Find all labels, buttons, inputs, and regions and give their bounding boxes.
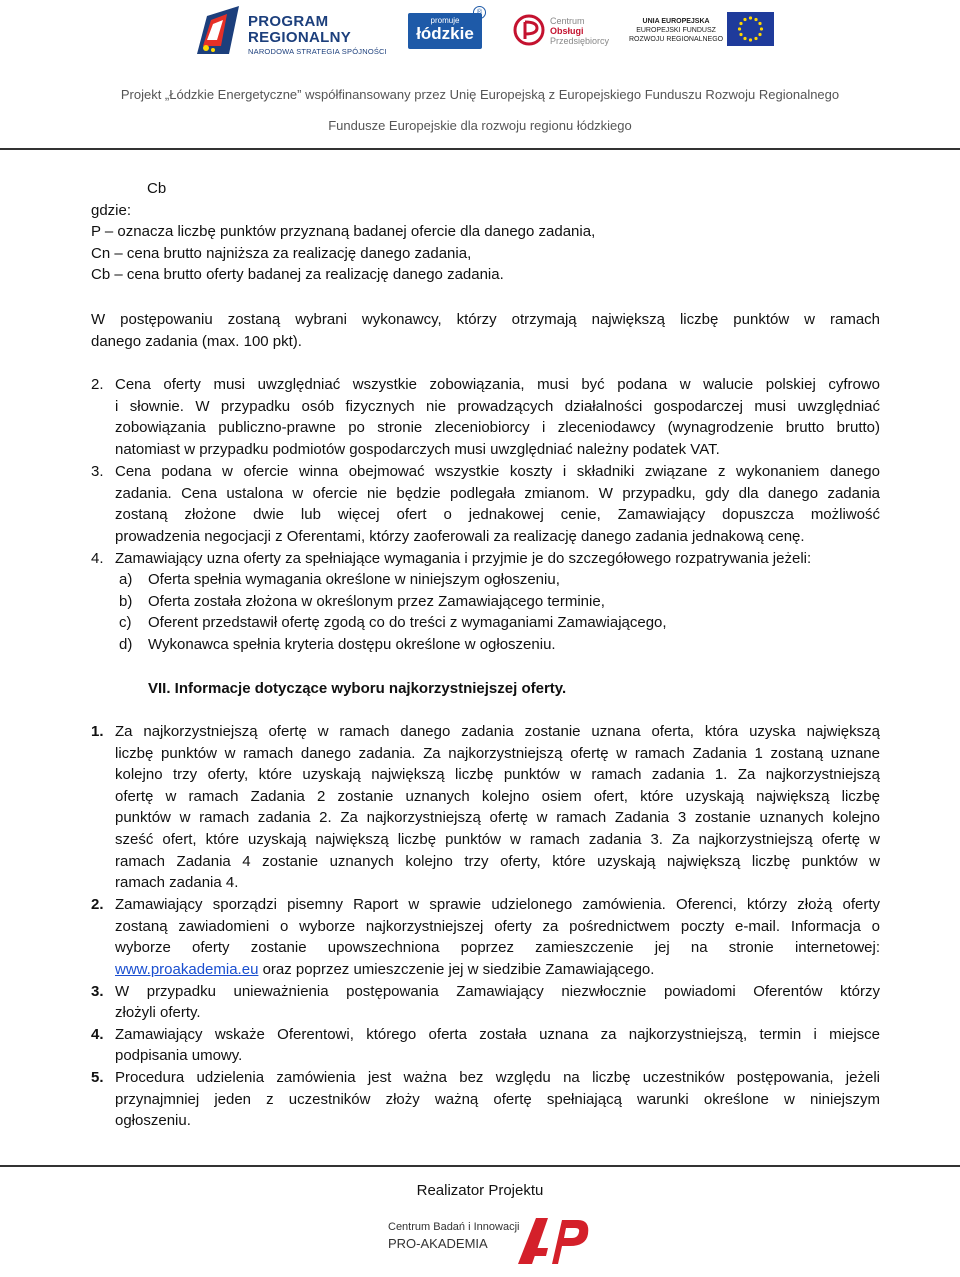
formula-denominator: Cb [147, 180, 167, 197]
lodzkie-main: łódzkie [416, 24, 474, 43]
sub-b-marker: b) [119, 593, 133, 610]
s5-number: 5. [91, 1069, 104, 1086]
s5-line2: przynajmniej jeden z uczestników złoży ważną ofertę spełniającą warunki określone w niniejszym [115, 1091, 880, 1108]
registered-mark-icon: ® [473, 6, 486, 19]
definition-cb: Cb – cena brutto oferty badanej za realizację danego zadania. [91, 266, 504, 283]
s3-line2: złożyli oferty. [115, 1004, 201, 1021]
s2-line2: zostaną zawiadomieni o wyborze najkorzystniejszej oferty za pośrednictwem poczty e-mail. Informacja o [115, 918, 880, 935]
s1-line8: ramach zadania 4. [115, 874, 239, 891]
cop-logo-icon [513, 14, 547, 46]
definition-cn: Cn – cena brutto najniższa za realizację danego zadania, [91, 245, 472, 262]
pro-akademia-line2: PRO-AKADEMIA [388, 1236, 488, 1251]
program-title-line2: REGIONALNY [248, 29, 352, 46]
cop-text [550, 16, 609, 46]
s2-line3: wyborze oferty zostanie upowszechniona poprzez zamieszczenie jej na stronie internetowej: [115, 939, 880, 956]
cop-line1: Centrum [550, 16, 585, 26]
sub-d-text: Wykonawca spełnia kryteria dostępu określone w ogłoszeniu. [148, 636, 556, 653]
s2-line4-rest: oraz poprzez umieszczenie jej w siedzibie Zamawiającego. [258, 961, 655, 978]
s4-line1: Zamawiający wskaże Oferentowi, którego oferta została uznana za najkorzystniejszą, termin i miejsce [115, 1026, 880, 1043]
item-2-line3: zobowiązania publiczno-prawne po stronie zleceniobiorcy i zleceniodawcy (wynagrodzenie brutto brutto) [115, 419, 880, 436]
s2-line4 [115, 959, 654, 981]
pro-akademia-logo-icon [518, 1216, 590, 1264]
program-subtitle: NARODOWA STRATEGIA SPÓJNOŚCI [248, 47, 387, 56]
s1-line2: liczbę punktów w ramach danego zadania. Za najkorzystniejszą ofertę w ramach Zadania 1 zostaną uznane [115, 745, 880, 762]
sub-a-text: Oferta spełnia wymagania określone w niniejszym ogłoszeniu, [148, 571, 560, 588]
item-3-number: 3. [91, 463, 104, 480]
item-3-line4: prowadzenia negocjacji z Oferentami, którzy zaoferowali za realizację danego zadania jednakową cenę. [115, 528, 805, 545]
eu-line3: ROZWOJU REGIONALNEGO [629, 36, 724, 43]
project-line: Projekt „Łódzkie Energetyczne” współfinansowany przez Unię Europejską z Europejskiego Funduszu Rozwoju Regionalnego [120, 87, 840, 102]
s1-line1: Za najkorzystniejszą ofertę w ramach danego zadania zostanie uznana oferta, która uzyska największą [115, 723, 880, 740]
program-regionalny-logo-icon [197, 6, 239, 54]
project-line-2: Fundusze Europejskie dla rozwoju regionu łódzkiego [328, 118, 632, 133]
s1-number: 1. [91, 723, 104, 740]
program-title-line1: PROGRAM [248, 13, 329, 30]
item-3-line3: zostaną złożone dwie lub więcej ofert o jednakowej cenie, Zamawiający dopuszcza możliwość [115, 506, 880, 523]
s3-line1: W przypadku unieważnienia postępowania Zamawiający niezwłocznie powiadomi Oferentów którzy [115, 983, 880, 1000]
sub-c-marker: c) [119, 614, 132, 631]
item-4-number: 4. [91, 550, 104, 567]
header-divider [0, 148, 960, 150]
proakademia-link[interactable]: www.proakademia.eu [115, 961, 259, 978]
eu-line1: UNIA EUROPEJSKA [642, 18, 710, 25]
item-2-line2: i słownie. W przypadku osób fizycznych nie prowadzących działalności gospodarczej musi uwzględniać [115, 398, 880, 415]
s2-line1: Zamawiający sporządzi pisemny Raport w sprawie udzielonego zamówienia. Oferenci, którzy złożą oferty [115, 896, 880, 913]
s1-line3: kolejno trzy oferty, które uzyskają największą liczbę punktów w ramach zadania 1. Za najkorzystniejszą [115, 766, 880, 783]
item-2-line4: natomiast w przypadku podmiotów gospodarczych musi uwzględniać należny podatek VAT. [115, 441, 720, 458]
s5-line3: ogłoszeniu. [115, 1112, 191, 1129]
paragraph-selection-l1: W postępowaniu zostaną wybrani wykonawcy, którzy otrzymają największą liczbę punktów w ramach [91, 311, 880, 328]
definition-p: P – oznacza liczbę punktów przyznaną badanej ofercie dla danego zadania, [91, 223, 596, 240]
sub-b-text: Oferta została złożona w określonym przez Zamawiającego terminie, [148, 593, 605, 610]
eu-line2: EUROPEJSKI FUNDUSZ [636, 27, 716, 34]
program-regionalny-text [248, 14, 387, 56]
eu-flag-icon [727, 12, 774, 46]
paragraph-selection-l2: danego zadania (max. 100 pkt). [91, 333, 302, 350]
s1-line5: punktów w ramach zadania 2. Za najkorzystniejszą ofertę w ramach Zadania 3 zostanie uznanych kolejno [115, 809, 880, 826]
s1-line4: ofertę w ramach Zadania 2 zostanie uznanych kolejno osiem ofert, które uzyskają największą liczbę [115, 788, 880, 805]
pro-akademia-line1: Centrum Badań i Innowacji [388, 1221, 520, 1233]
lodzkie-top: promuje [430, 16, 460, 25]
item-3-line2: zadania. Cena ustalona w ofercie nie będzie podlegała zmianom. W przypadku, gdy dla danego zadania [115, 485, 880, 502]
realizator-label: Realizator Projektu [416, 1182, 544, 1199]
sub-c-text: Oferent przedstawił ofertę zgodą co do treści z wymaganiami Zamawiającego, [148, 614, 667, 631]
promuje-lodzkie-logo [408, 13, 482, 49]
s1-line6: sześć ofert, które uzyskają największą liczbę punktów w ramach zadania 3. Za najkorzystniejszą ofertę w [115, 831, 880, 848]
item-2-line1: Cena oferty musi uwzględniać wszystkie zobowiązania, musi być podana w walucie polskiej cyfrowo [115, 376, 880, 393]
item-3-line1: Cena podana w ofercie winna obejmować wszystkie koszty i składniki związane z wykonaniem danego [115, 463, 880, 480]
s1-line7: ramach Zadania 4 zostanie uznanych kolejno trzy oferty, które uzyskają największą liczbę punktów w [115, 853, 880, 870]
sub-d-marker: d) [119, 636, 133, 653]
s5-line1: Procedura udzielenia zamówienia jest ważna bez względu na liczbę uczestników postępowania, jeżeli [115, 1069, 880, 1086]
item-4-line1: Zamawiający uzna oferty za spełniające wymagania i przyjmie je do szczegółowego rozpatrywania jeżeli: [115, 550, 812, 567]
s4-line2: podpisania umowy. [115, 1047, 243, 1064]
s3-number: 3. [91, 983, 104, 1000]
section-heading: VII. Informacje dotyczące wyboru najkorzystniejszej oferty. [148, 680, 567, 697]
s4-number: 4. [91, 1026, 104, 1043]
s2-number: 2. [91, 896, 104, 913]
eu-text [629, 17, 723, 44]
cop-line2: Obsługi [550, 26, 584, 36]
item-2-number: 2. [91, 376, 104, 393]
sub-a-marker: a) [119, 571, 133, 588]
footer-divider [0, 1165, 960, 1167]
where-label: gdzie: [91, 202, 132, 219]
cop-line3: Przedsiębiorcy [550, 36, 610, 46]
header-logos [0, 0, 960, 80]
